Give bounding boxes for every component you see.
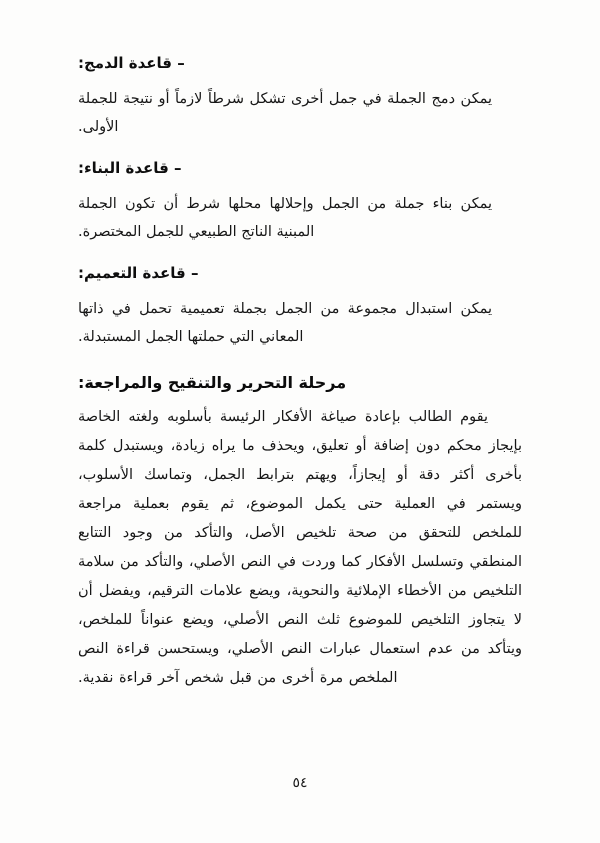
rule-heading-generalization: – قاعدة التعميم: bbox=[78, 264, 199, 283]
rule-body-merge: يمكن دمج الجملة في جمل أخرى تشكل شرطاً لازماً أو نتيجة للجملة الأولى. bbox=[78, 90, 492, 135]
page-content bbox=[78, 52, 522, 693]
rule-body-generalization: يمكن استبدال مجموعة من الجمل بجملة تعميمية تحمل في ذاتها المعاني التي حملتها الجمل المستبدلة. bbox=[78, 300, 492, 345]
rule-body-construction: يمكن بناء جملة من الجمل وإحلالها محلها شرط أن تكون الجملة المبنية الناتج الطبيعي للجمل المختصرة. bbox=[78, 195, 492, 240]
page-number: ٥٤ bbox=[292, 775, 308, 791]
section-body-editing-revision-review: يقوم الطالب بإعادة صياغة الأفكار الرئيسة بأسلوبه ولغته الخاصة بإيجاز محكم دون إضافة أو تعليق، ويحذف ما يراه زيادة، ويستبدل كلمة بأخرى أكثر دقة أو إيجازاً، ويهتم بترابط الجمل، وتماسك الأسلوب، ويستمر في العملية حتى يكمل الموضوع، ثم يقوم بعملية مراجعة للملخص للتحقق من صحة تلخيص الأصل، والتأكد من وجود التتابع المنطقي وتسلسل الأفكار كما وردت في النص الأصلي، والتأكد من سلامة التلخيص من الأخطاء الإملائية والنحوية، ويضع علامات الترقيم، ويفضل أن لا يتجاوز التلخيص للموضوع ثلث النص الأصلي، ويضع عنواناً للملخص، ويتأكد من عدم استعمال عبارات النص الأصلي، ويستحسن قراءة النص الملخص مرة أخرى من قبل شخص آخر قراءة نقدية. bbox=[78, 409, 522, 687]
rule-heading-merge: – قاعدة الدمج: bbox=[78, 54, 185, 72]
rule-heading-construction: – قاعدة البناء: bbox=[78, 159, 182, 178]
section-heading-editing-revision-review: مرحلة التحرير والتنقيح والمراجعة: bbox=[78, 373, 347, 393]
